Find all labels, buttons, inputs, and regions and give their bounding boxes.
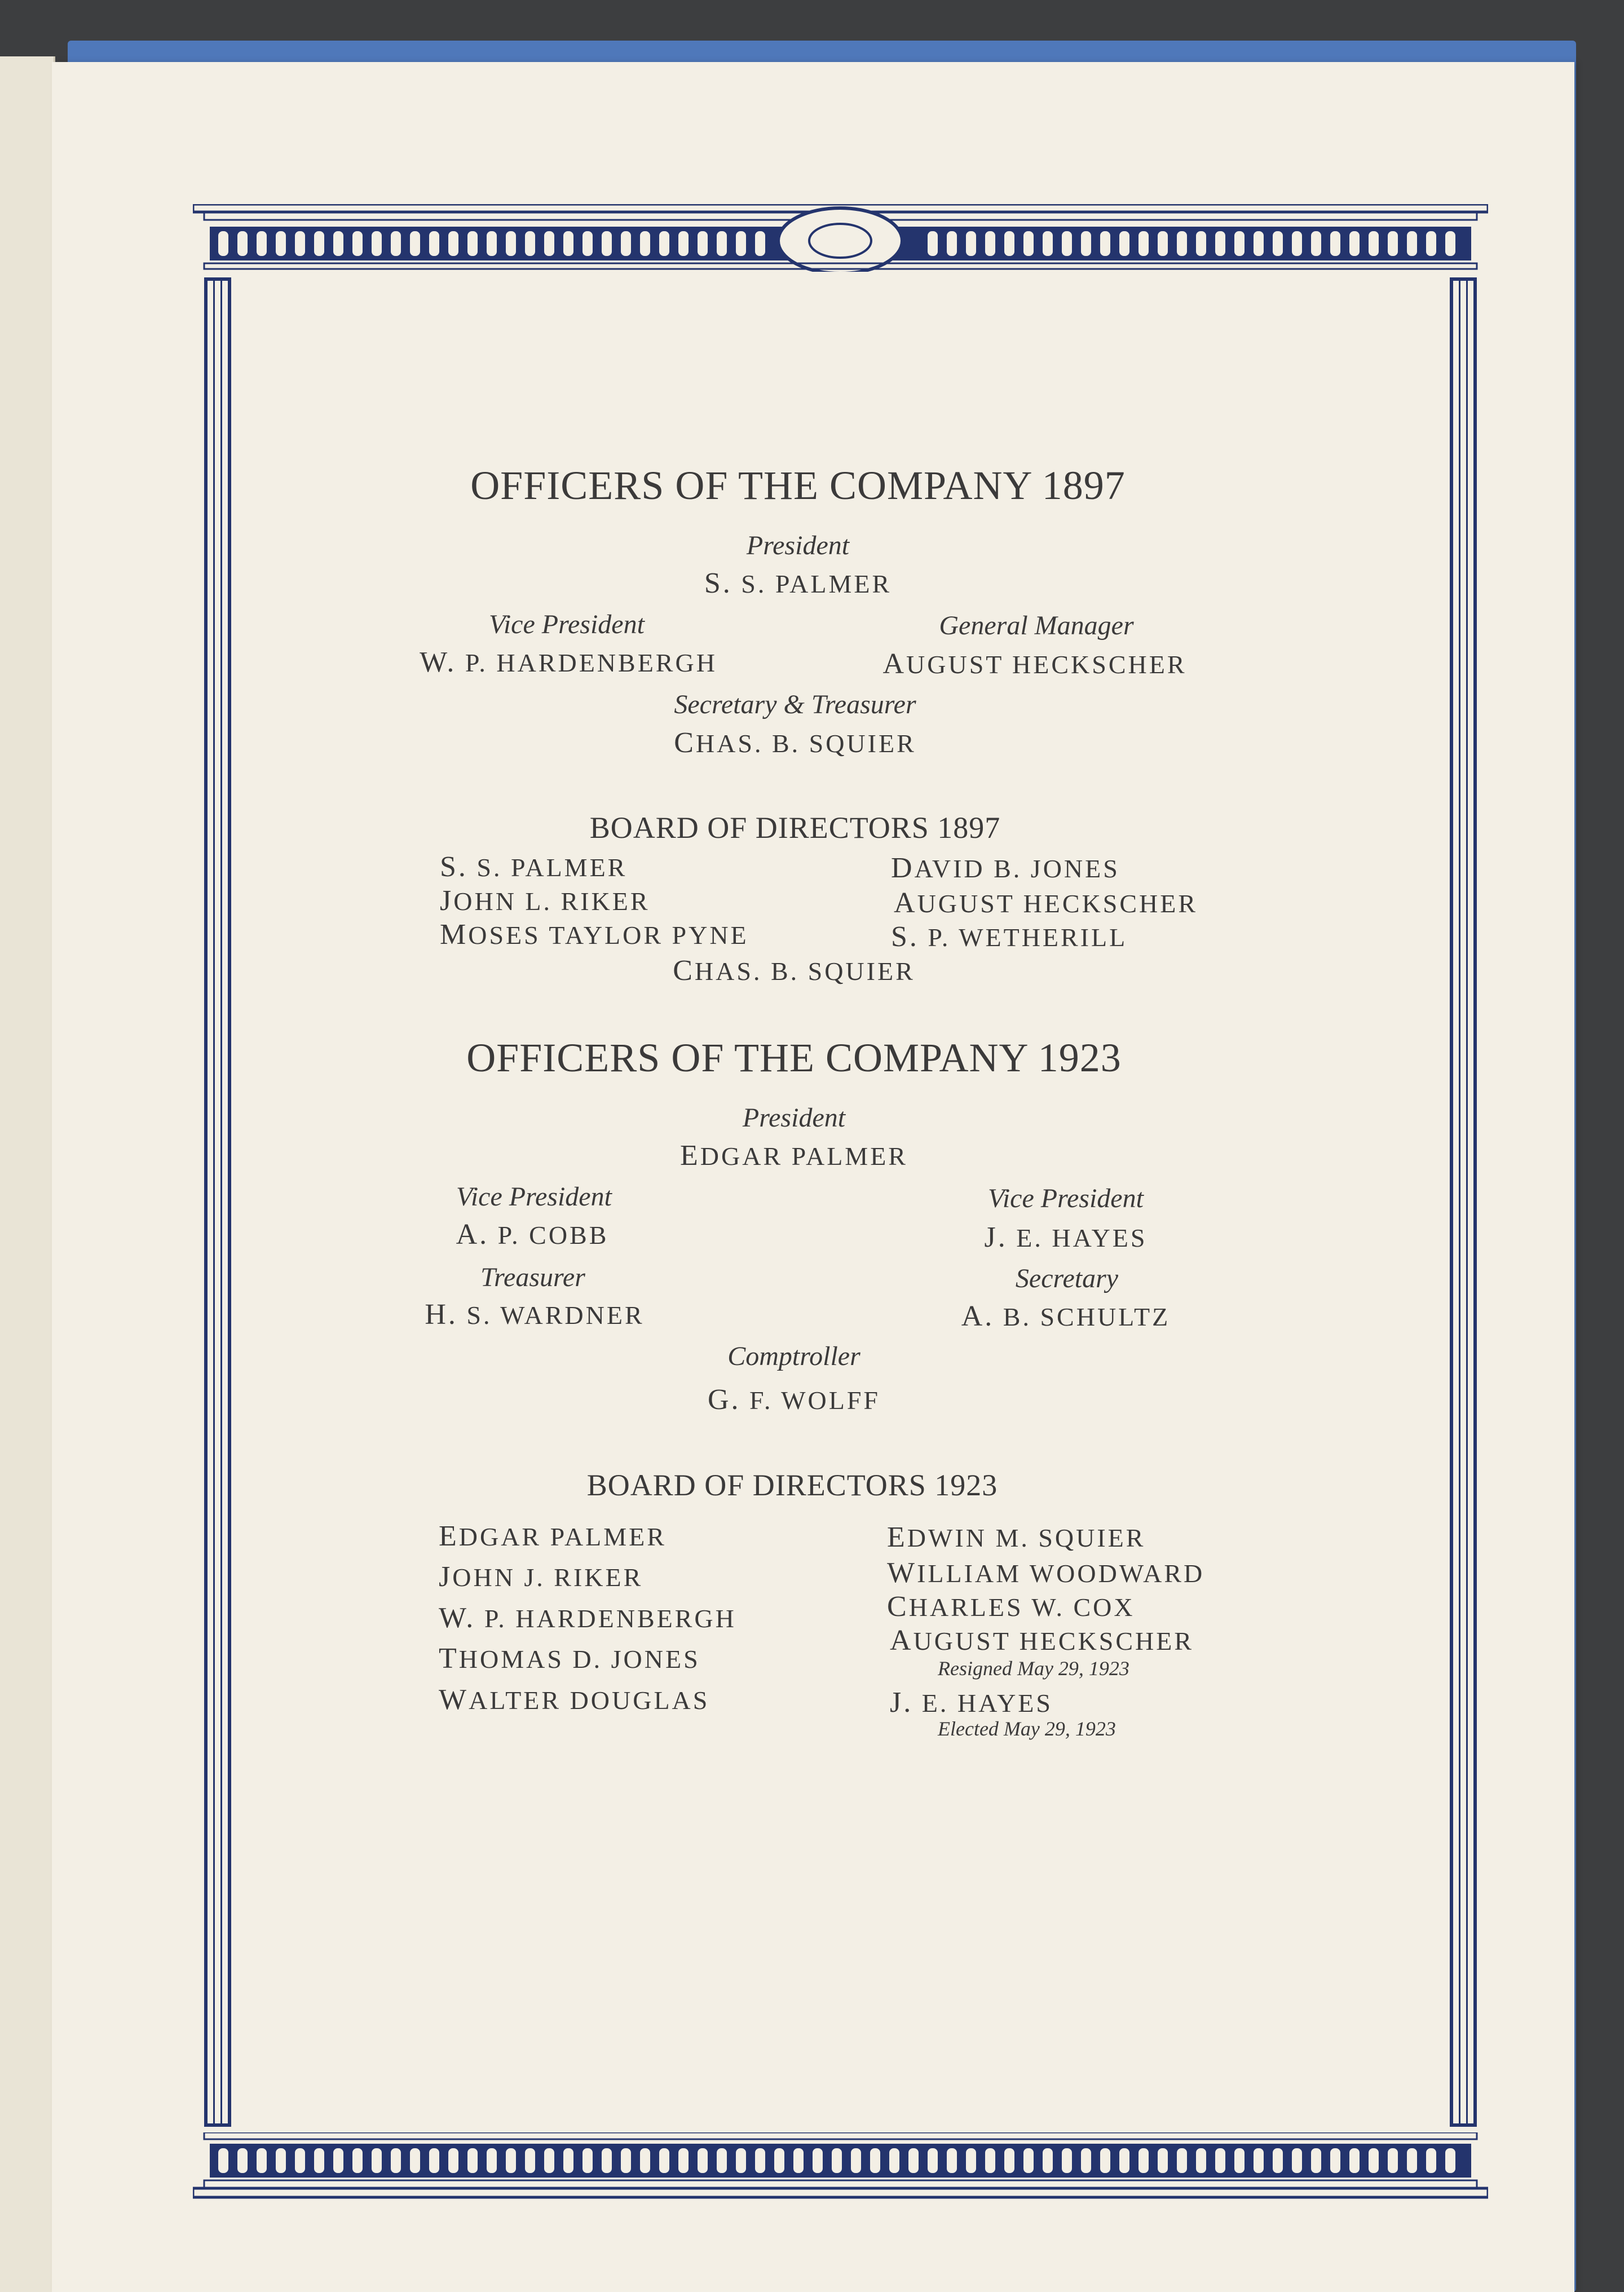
name-president-1923: EDGAR PALMER (680, 1140, 908, 1172)
board-1897-left-2: JOHN L. RIKER (440, 885, 650, 917)
board-1923-left-2: JOHN J. RIKER (439, 1561, 643, 1593)
board-1923-left-1: EDGAR PALMER (439, 1520, 667, 1552)
board-title-1897: BOARD OF DIRECTORS 1897 (589, 811, 1001, 845)
role-president-1897: President (746, 531, 850, 560)
board-title-1923: BOARD OF DIRECTORS 1923 (586, 1468, 998, 1502)
board-1923-right-2: WILLIAM WOODWARD (887, 1557, 1205, 1589)
role-vp-1897: Vice President (489, 610, 645, 639)
role-vp2-1923: Vice President (988, 1183, 1144, 1213)
role-gm-1897: General Manager (939, 611, 1134, 641)
board-1923-left-3: W. P. HARDENBERGH (439, 1602, 736, 1634)
name-vp2-1923: J. E. HAYES (984, 1221, 1148, 1253)
board-1897-center: CHAS. B. SQUIER (673, 955, 915, 987)
name-vp-1897: W. P. HARDENBERGH (420, 646, 717, 678)
board-1897-left-1: S. S. PALMER (440, 851, 628, 883)
board-1923-right-5: J. E. HAYES (890, 1686, 1053, 1719)
note-elected: Elected May 29, 1923 (938, 1717, 1116, 1740)
section-title-1897: OFFICERS OF THE COMPANY 1897 (470, 463, 1126, 508)
role-comptroller-1923: Comptroller (727, 1341, 860, 1371)
name-secretary-treasurer-1897: CHAS. B. SQUIER (674, 727, 916, 759)
role-treasurer-1923: Treasurer (480, 1262, 585, 1292)
note-resigned: Resigned May 29, 1923 (938, 1657, 1129, 1680)
board-1923-right-1: EDWIN M. SQUIER (887, 1521, 1146, 1553)
role-secretary-1923: Secretary (1015, 1264, 1119, 1293)
board-1923-right-4: AUGUST HECKSCHER (890, 1624, 1194, 1657)
name-gm-1897: AUGUST HECKSCHER (882, 648, 1187, 680)
name-secretary-1923: A. B. SCHULTZ (961, 1300, 1171, 1332)
name-president-1897: S. S. PALMER (704, 567, 892, 599)
board-1897-right-3: S. P. WETHERILL (891, 921, 1128, 953)
board-1897-right-1: DAVID B. JONES (891, 852, 1120, 884)
name-vp1-1923: A. P. COBB (456, 1218, 609, 1251)
section-title-1923: OFFICERS OF THE COMPANY 1923 (466, 1035, 1122, 1080)
board-1923-left-4: THOMAS D. JONES (439, 1642, 700, 1675)
board-1897-right-2: AUGUST HECKSCHER (894, 887, 1198, 919)
board-1923-left-5: WALTER DOUGLAS (439, 1684, 710, 1716)
role-vp1-1923: Vice President (456, 1182, 612, 1212)
role-president-1923: President (742, 1103, 846, 1133)
board-1923-right-3: CHARLES W. COX (887, 1591, 1135, 1623)
name-comptroller-1923: G. F. WOLFF (707, 1384, 881, 1416)
board-1897-left-3: MOSES TAYLOR PYNE (440, 918, 749, 951)
role-secretary-treasurer-1897: Secretary & Treasurer (674, 690, 916, 719)
name-treasurer-1923: H. S. WARDNER (425, 1299, 645, 1331)
